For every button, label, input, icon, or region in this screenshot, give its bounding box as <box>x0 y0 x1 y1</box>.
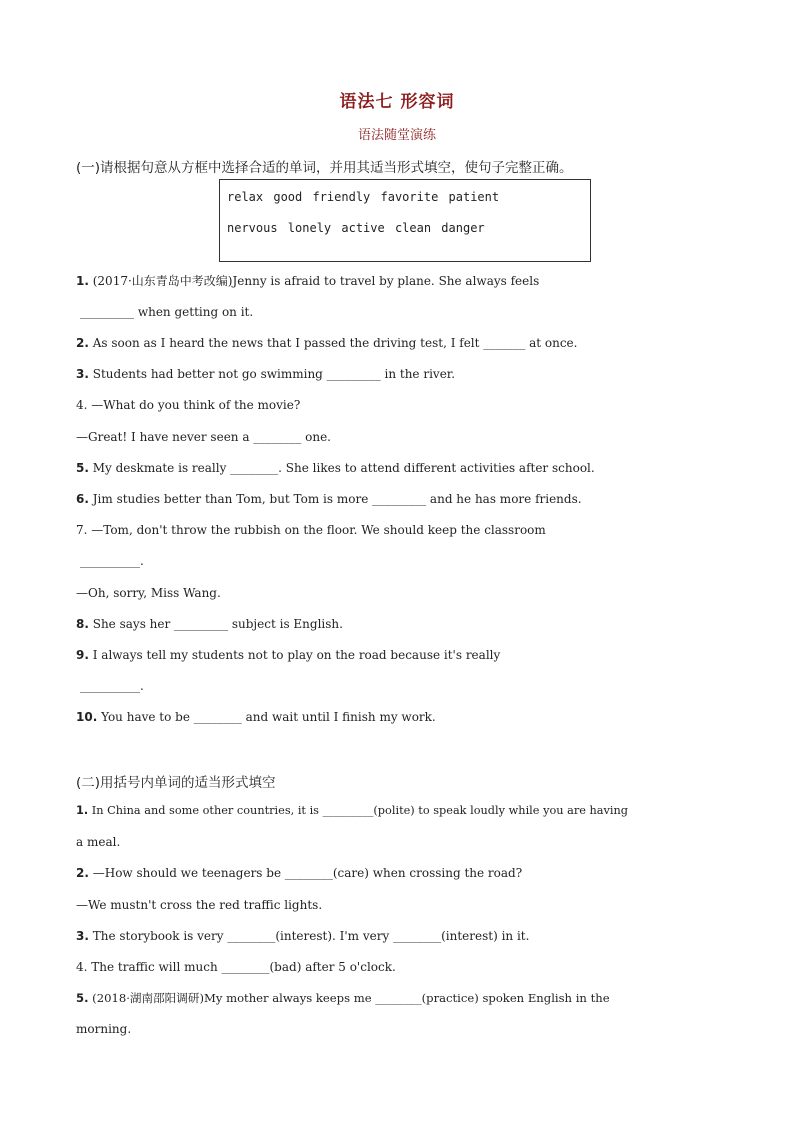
item-text: 7. —Tom, don't throw the rubbish on the floor. We should keep the classroom <box>76 523 546 537</box>
s1-line-9 <box>76 522 546 538</box>
item-text: morning. <box>76 1022 132 1036</box>
s2-line-5 <box>76 928 529 944</box>
item-number: 6. <box>76 492 89 506</box>
s1-line-5 <box>76 397 300 413</box>
item-text: I always tell my students not to play on the road because it's really <box>88 648 501 662</box>
page-subtitle: 语法随堂演练 <box>357 128 436 143</box>
section1-heading: (一)请根据句意从方框中选择合适的单词，并用其适当形式填空，使句子完整正确。 <box>76 160 573 176</box>
item-text: (2018·湖南邵阳调研)My mother always keeps me ________(practice) spoken English in the <box>88 991 610 1005</box>
item-text: —How should we teenagers be ________(care) when crossing the road? <box>88 866 523 880</box>
item-number: 3. <box>76 929 89 943</box>
s1-line-10 <box>80 553 144 569</box>
item-number: 8. <box>76 617 89 631</box>
item-text: a meal. <box>76 835 121 849</box>
s2-line-7 <box>76 990 610 1006</box>
item-text: The storybook is very ________(interest). I'm very ________(interest) in it. <box>88 929 530 943</box>
s2-line-3 <box>76 865 522 881</box>
item-number: 1. <box>76 804 89 817</box>
item-text: In China and some other countries, it is _________(polite) to speak loudly while you are having <box>88 804 629 817</box>
s1-line-7 <box>76 460 595 476</box>
s2-line-4 <box>76 897 322 913</box>
s1-line-15 <box>76 709 436 725</box>
item-text: My deskmate is really ________. She likes to attend different activities after school. <box>88 461 595 475</box>
s1-line-2 <box>80 304 253 320</box>
item-text: 4. —What do you think of the movie? <box>76 398 301 412</box>
item-number: 5. <box>76 991 89 1005</box>
s1-line-1 <box>76 273 539 289</box>
s1-line-6 <box>76 429 331 445</box>
s1-line-14 <box>80 678 144 694</box>
item-number: 5. <box>76 461 89 475</box>
s2-line-8 <box>76 1021 131 1037</box>
item-text: __________. <box>80 554 144 568</box>
item-text: —We mustn't cross the red traffic lights. <box>76 898 323 912</box>
item-text: —Great! I have never seen a ________ one. <box>76 430 331 444</box>
item-number: 2. <box>76 336 89 350</box>
s2-line-2 <box>76 834 120 850</box>
item-text: Students had better not go swimming _________ in the river. <box>88 367 456 381</box>
word-box-row-2: nervous lonely active clean danger <box>227 221 485 235</box>
s2-line-1 <box>76 803 628 819</box>
item-number: 10. <box>76 710 98 724</box>
item-text: —Oh, sorry, Miss Wang. <box>76 586 221 600</box>
section2-heading: (二)用括号内单词的适当形式填空 <box>76 775 276 791</box>
word-box-row-1: relax good friendly favorite patient <box>227 190 500 204</box>
item-text: _________ when getting on it. <box>80 305 254 319</box>
item-text: You have to be ________ and wait until I finish my work. <box>97 710 436 724</box>
s1-line-8 <box>76 491 582 507</box>
item-number: 1. <box>76 274 89 288</box>
item-text: 4. The traffic will much ________(bad) after 5 o'clock. <box>76 960 396 974</box>
s1-line-3 <box>76 335 577 351</box>
word-box <box>219 179 591 262</box>
item-number: 2. <box>76 866 89 880</box>
s1-line-12 <box>76 616 343 632</box>
item-number: 3. <box>76 367 89 381</box>
page-title: 语法七 形容词 <box>339 92 455 112</box>
item-text: (2017·山东青岛中考改编)Jenny is afraid to travel by plane. She always feels <box>88 274 540 288</box>
item-text: She says her _________ subject is English. <box>88 617 343 631</box>
s1-line-11 <box>76 585 221 601</box>
item-number: 9. <box>76 648 89 662</box>
s2-line-6 <box>76 959 396 975</box>
s1-line-4 <box>76 366 455 382</box>
item-text: Jim studies better than Tom, but Tom is more _________ and he has more friends. <box>88 492 582 506</box>
s1-line-13 <box>76 647 500 663</box>
item-text: As soon as I heard the news that I passed the driving test, I felt _______ at once. <box>88 336 578 350</box>
item-text: __________. <box>80 679 144 693</box>
